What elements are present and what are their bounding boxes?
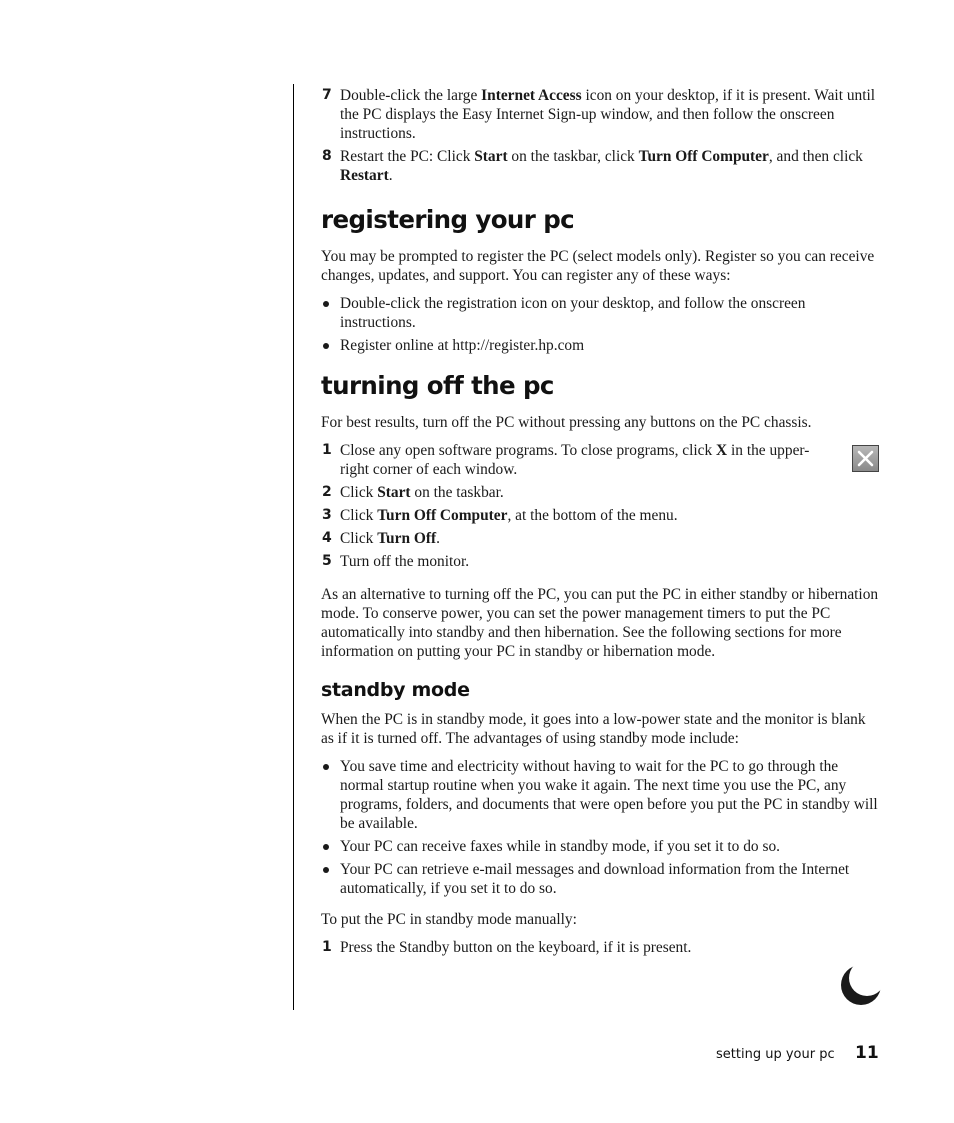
- turnoff-step-1: 1 Close any open software programs. To close programs, click X in the upper-right corner of each window.: [322, 442, 810, 478]
- bullet: [323, 301, 329, 307]
- step-number: 5: [322, 553, 332, 569]
- step-number: 4: [322, 530, 332, 546]
- crescent-moon-icon: [838, 962, 884, 1008]
- standby-step-1: 1 Press the Standby button on the keyboard, if it is present.: [322, 939, 692, 956]
- alternative-paragraph: As an alternative to turning off the PC, you can put the PC in either standby or hibernation mode. To conserve power, you can set the power management timers to put the PC automatically into standby and then hibernation. See the following sections for more information on putting your PC in standby or hibernation mode.: [321, 586, 879, 660]
- heading-turning-off: turning off the pc: [321, 371, 554, 400]
- turnoff-step-4: 4 Click Turn Off.: [322, 530, 440, 547]
- bullet: [323, 867, 329, 873]
- page-number: 11: [855, 1043, 879, 1063]
- standby-intro: When the PC is in standby mode, it goes into a low-power state and the monitor is blank as if it is turned off. The advantages of using standby mode include:: [321, 711, 866, 747]
- registering-intro: You may be prompted to register the PC (select models only). Register so you can receive changes, updates, and support. You can register any of these ways:: [321, 248, 875, 284]
- list-item: Your PC can retrieve e-mail messages and download information from the Internet automatically, if you set it to do so.: [321, 860, 881, 898]
- step-8: 8 Restart the PC: Click Start on the taskbar, click Turn Off Computer, and then click Restart.: [322, 148, 863, 184]
- step-number: 7: [322, 87, 332, 103]
- turnoff-step-5: 5 Turn off the monitor.: [322, 553, 470, 570]
- step-7: 7 Double-click the large Internet Access icon on your desktop, if it is present. Wait until the PC displays the Easy Internet Sign-up window, and then follow the onscreen instructions.: [322, 87, 876, 142]
- bullet: [323, 764, 329, 770]
- close-x-icon: [852, 445, 879, 472]
- list-item: Register online at http://register.hp.com: [321, 336, 881, 355]
- bullet: [323, 844, 329, 850]
- margin-rule: [293, 84, 294, 1010]
- heading-registering: registering your pc: [321, 205, 575, 234]
- list-item: Double-click the registration icon on your desktop, and follow the onscreen instructions.: [321, 294, 881, 332]
- turnoff-step-3: 3 Click Turn Off Computer, at the bottom of the menu.: [322, 507, 678, 524]
- step-number: 1: [322, 442, 332, 458]
- list-item: Your PC can receive faxes while in standby mode, if you set it to do so.: [321, 837, 881, 856]
- list-item: You save time and electricity without having to wait for the PC to go through the normal startup routine when you wake it again. The next time you use the PC, any programs, folders, and documents that were open before you put the PC in standby will be available.: [321, 757, 881, 833]
- step-number: 3: [322, 507, 332, 523]
- bullet: [323, 343, 329, 349]
- footer-section-title: setting up your pc: [716, 1047, 835, 1062]
- heading-standby: standby mode: [321, 679, 470, 701]
- page-content: [321, 84, 881, 957]
- step-number: 8: [322, 148, 332, 164]
- standby-manual-intro: To put the PC in standby mode manually:: [321, 911, 577, 928]
- turning-off-intro: For best results, turn off the PC without pressing any buttons on the PC chassis.: [321, 414, 812, 431]
- step-number: 1: [322, 939, 332, 955]
- turnoff-step-2: 2 Click Start on the taskbar.: [322, 484, 504, 501]
- step-number: 2: [322, 484, 332, 500]
